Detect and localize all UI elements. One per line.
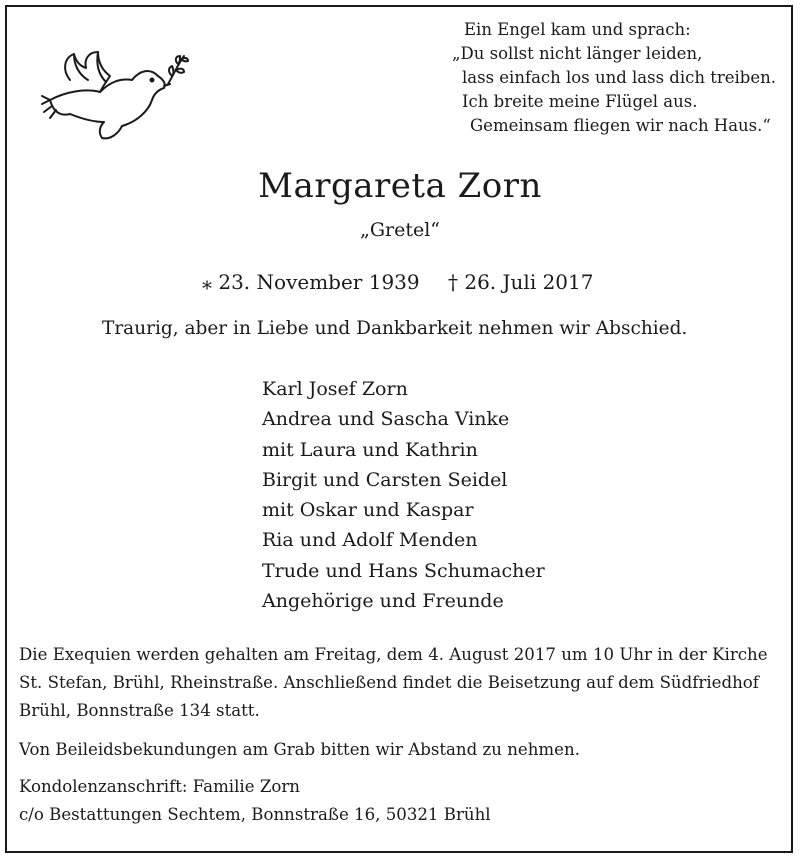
poem-line: Gemeinsam fliegen wir nach Haus.“ [470,116,771,135]
condolence-address [19,773,794,829]
deceased-name: Margareta Zorn [258,166,542,206]
mourner-entry: Karl Josef Zorn [262,378,408,400]
mourner-entry: Ria und Adolf Menden [262,529,478,552]
mourner-entry: mit Oskar und Kaspar [262,499,474,522]
mourner-entry: Trude und Hans Schumacher [262,559,545,582]
mourner-entry: Angehörige und Freunde [262,590,504,613]
dove-icon [40,40,190,150]
birth-date: ⁎ 23. November 1939 [202,270,420,294]
condolence-note: Von Beileidsbekundungen am Grab bitten wir Abstand zu nehmen. [19,740,580,759]
address-line: Kondolenzanschrift: Familie Zorn [19,777,300,796]
farewell-text: Traurig, aber in Liebe und Dankbarkeit nehmen wir Abschied. [102,318,688,339]
mourner-entry: Andrea und Sascha Vinke [262,408,510,431]
service-line: St. Stefan, Brühl, Rheinstraße. Anschließend findet die Beisetzung auf dem Südfriedhof [19,673,759,692]
address-line: c/o Bestattungen Sechtem, Bonnstraße 16, 50321 Brühl [19,805,491,824]
poem-line: lass einfach los und lass dich treiben. [462,68,777,87]
death-date: † 26. Juli 2017 [448,270,594,294]
service-details [19,641,794,725]
deceased-nickname: „Gretel“ [359,219,441,241]
service-line: Die Exequien werden gehalten am Freitag, dem 4. August 2017 um 10 Uhr in der Kirche [19,645,768,664]
poem-line: Ich breite meine Flügel aus. [462,92,698,111]
poem [452,18,776,138]
mourner-entry: mit Laura und Kathrin [262,438,478,461]
service-line: Brühl, Bonnstraße 134 statt. [19,701,260,720]
mourners-list [262,374,545,616]
poem-line: „Du sollst nicht länger leiden, [452,44,703,63]
mourner-entry: Birgit und Carsten Seidel [262,468,508,491]
poem-line: Ein Engel kam und sprach: [464,20,691,39]
